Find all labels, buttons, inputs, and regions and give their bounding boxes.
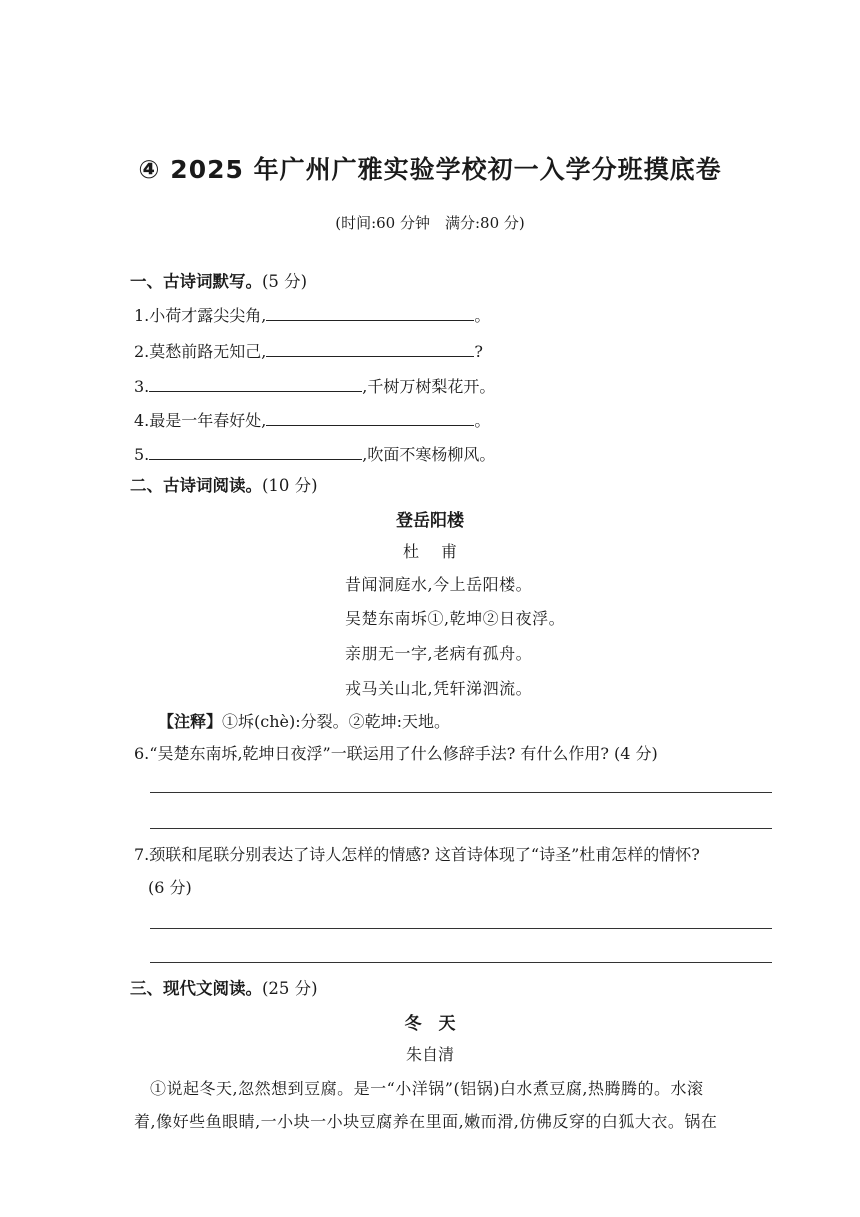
fill-item-5-pre: 5.	[134, 445, 150, 464]
essay-paragraph-line-2: 着,像好些鱼眼睛,一小块一小块豆腐养在里面,嫩而滑,仿佛反穿的白狐大衣。锅在	[134, 1112, 718, 1131]
poem-line-1: 昔闻洞庭水,今上岳阳楼。	[345, 575, 533, 594]
fill-item-3-post: ,千树万树梨花开。	[362, 377, 496, 396]
poem-line-4: 戎马关山北,凭轩涕泗流。	[345, 679, 533, 698]
page-title: ④ 2025 年广州广雅实验学校初一入学分班摸底卷	[138, 155, 722, 184]
section1-points: (5 分)	[262, 272, 308, 291]
fill-blank-2[interactable]	[266, 342, 474, 357]
section3-heading	[130, 975, 318, 999]
fill-item-4	[134, 408, 490, 431]
section3-points: (25 分)	[262, 979, 318, 998]
section2-heading	[130, 472, 318, 496]
answer-line-6a[interactable]	[150, 792, 772, 793]
fill-item-2-post: ?	[474, 342, 483, 361]
exam-info: (时间:60 分钟 满分:80 分)	[335, 214, 525, 232]
fill-item-4-post: 。	[474, 411, 491, 430]
fill-item-3-pre: 3.	[134, 377, 150, 396]
fill-item-1-pre: 1.小荷才露尖尖角,	[134, 306, 267, 325]
fill-item-4-pre: 4.最是一年春好处,	[134, 411, 267, 430]
answer-line-7a[interactable]	[150, 928, 772, 929]
poem-line-3: 亲朋无一字,老病有孤舟。	[345, 644, 533, 663]
essay-title: 冬 天	[404, 1014, 456, 1034]
poem-note	[158, 709, 450, 732]
fill-item-3	[134, 374, 495, 397]
section1-heading-text: 一、古诗词默写。	[130, 272, 262, 291]
fill-item-2-pre: 2.莫愁前路无知己,	[134, 342, 267, 361]
essay-paragraph-line-1: ①说起冬天,忽然想到豆腐。是一“小洋锅”(铝锅)白水煮豆腐,热腾腾的。水滚	[150, 1079, 704, 1098]
question-6: 6.“吴楚东南坼,乾坤日夜浮”一联运用了什么修辞手法? 有什么作用? (4 分)	[134, 744, 658, 763]
fill-item-2	[134, 339, 483, 362]
section1-heading	[130, 268, 307, 292]
fill-blank-4[interactable]	[266, 411, 474, 426]
fill-item-1	[134, 303, 490, 326]
poem-author: 杜甫	[402, 542, 479, 561]
note-label: 【注释】	[158, 712, 223, 731]
fill-item-5	[134, 442, 495, 465]
fill-item-5-post: ,吹面不寒杨柳风。	[362, 445, 496, 464]
essay-author: 朱自清	[405, 1045, 454, 1064]
answer-line-7b[interactable]	[150, 962, 772, 963]
poem-title: 登岳阳楼	[396, 511, 464, 531]
section3-heading-text: 三、现代文阅读。	[130, 979, 262, 998]
fill-blank-5[interactable]	[149, 445, 362, 460]
fill-item-1-post: 。	[474, 306, 491, 325]
answer-line-6b[interactable]	[150, 828, 772, 829]
fill-blank-3[interactable]	[149, 377, 362, 392]
fill-blank-1[interactable]	[266, 306, 474, 321]
section2-points: (10 分)	[262, 476, 318, 495]
section2-heading-text: 二、古诗词阅读。	[130, 476, 262, 495]
question-7: 7.颈联和尾联分别表达了诗人怎样的情感? 这首诗体现了“诗圣”杜甫怎样的情怀?	[134, 845, 700, 864]
question-7-points: (6 分)	[148, 878, 192, 897]
note-text: ①坼(chè):分裂。②乾坤:天地。	[222, 712, 451, 731]
poem-line-2: 吴楚东南坼①,乾坤②日夜浮。	[345, 609, 566, 628]
